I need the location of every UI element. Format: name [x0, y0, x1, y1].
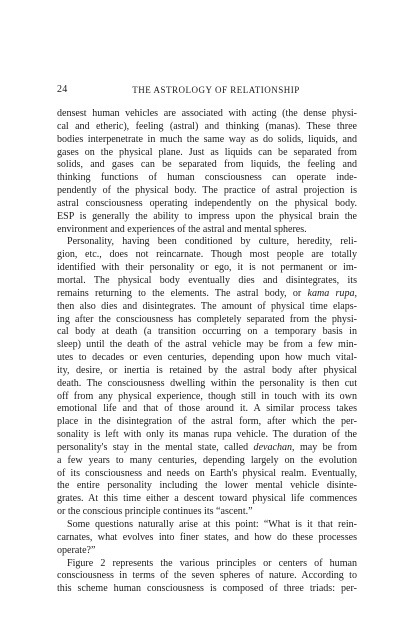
text-line: gases on the physical plane. Just as liquids can be separated from — [57, 146, 357, 158]
text-line: bodies interpenetrate in much the same way as do solids, liquids, and — [57, 133, 357, 145]
text-line: emotional life and that of those around it. A similar process takes — [57, 403, 357, 415]
text-line: then also dies and disintegrates. The amount of physical time elaps- — [57, 300, 357, 312]
text-line: this scheme human consciousness is composed of three triads: per- — [57, 583, 357, 595]
text-line: a few years to many centuries, depending largely on the evolution — [57, 454, 357, 466]
text-line: of its consciousness and needs on Earth's physical realm. Eventually, — [57, 467, 357, 479]
text-line: place in the disintegration of the astral form, after which the per- — [57, 416, 357, 428]
text-line: remains returning to the elements. The astral body, or kama rupa, — [57, 287, 357, 299]
text-line: carnates, what evolves into finer states, and how do these processes — [57, 531, 357, 543]
text-line: operate?” — [57, 544, 96, 556]
text-line: gion, etc., does not reincarnate. Though most people are totally — [57, 249, 357, 261]
text-line: personality's stay in the mental state, called devachan, may be from — [57, 441, 357, 453]
text-line: sleep) until the death of the astral vehicle may be from a few min- — [57, 339, 357, 351]
text-line: cal body at death (a transition occurring on a temporary basis in — [57, 326, 357, 338]
text-line: Some questions naturally arise at this point: “What is it that rein- — [67, 519, 357, 530]
body-text — [57, 108, 357, 596]
text-line: mortal. The physical body eventually dies and disintegrates, its — [57, 274, 357, 286]
running-title: THE ASTROLOGY OF RELATIONSHIP — [132, 85, 300, 95]
page-number: 24 — [57, 84, 68, 95]
text-line: or the conscious principle continues its “ascent.” — [57, 506, 253, 518]
text-line: ity, desire, or inertia is retained by the astral body after physical — [57, 364, 357, 376]
text-line: Personality, having been conditioned by culture, heredity, reli- — [67, 236, 357, 248]
text-line: astral consciousness operating independently on the physical body. — [57, 197, 357, 209]
text-line: cal and etheric), feeling (astral) and thinking (manas). These three — [57, 120, 357, 132]
text-line: ESP is generally the ability to impress upon the physical brain the — [57, 210, 357, 222]
text-line: utes to decades or even centuries, depending upon how much vital- — [57, 352, 357, 364]
text-line: death. The consciousness dwelling within the personality is then cut — [57, 377, 357, 389]
text-line: sonality is left with only its manas rupa vehicle. The duration of the — [57, 429, 357, 441]
text-line: the entire personality including the lower mental vehicle disinte- — [57, 480, 357, 492]
text-line: off from any physical experience, though still in touch with its own — [57, 390, 357, 402]
text-line: grates. At this time either a descent toward physical life commences — [57, 493, 357, 505]
text-line: solids, and gases can be separated from liquids, the feeling and — [57, 159, 357, 171]
text-line: identified with their personality or ego, it is not permanent or im- — [57, 262, 357, 274]
text-line: environment and experiences of the astral and mental spheres. — [57, 223, 307, 235]
text-line: ing after the consciousness has completely separated from the physi- — [57, 313, 357, 325]
text-line: pendently of the physical body. The practice of astral projection is — [57, 185, 357, 197]
italic-term: devachan — [253, 441, 293, 453]
text-line: consciousness in terms of the seven spheres of nature. According to — [57, 570, 357, 582]
text-line: Figure 2 represents the various principles or centers of human — [67, 557, 357, 569]
text-line: densest human vehicles are associated with acting (the dense physi- — [57, 108, 357, 119]
text-line: thinking functions of human consciousness can operate inde- — [57, 172, 357, 184]
italic-term: kama rupa — [307, 287, 355, 299]
running-head — [57, 84, 357, 98]
